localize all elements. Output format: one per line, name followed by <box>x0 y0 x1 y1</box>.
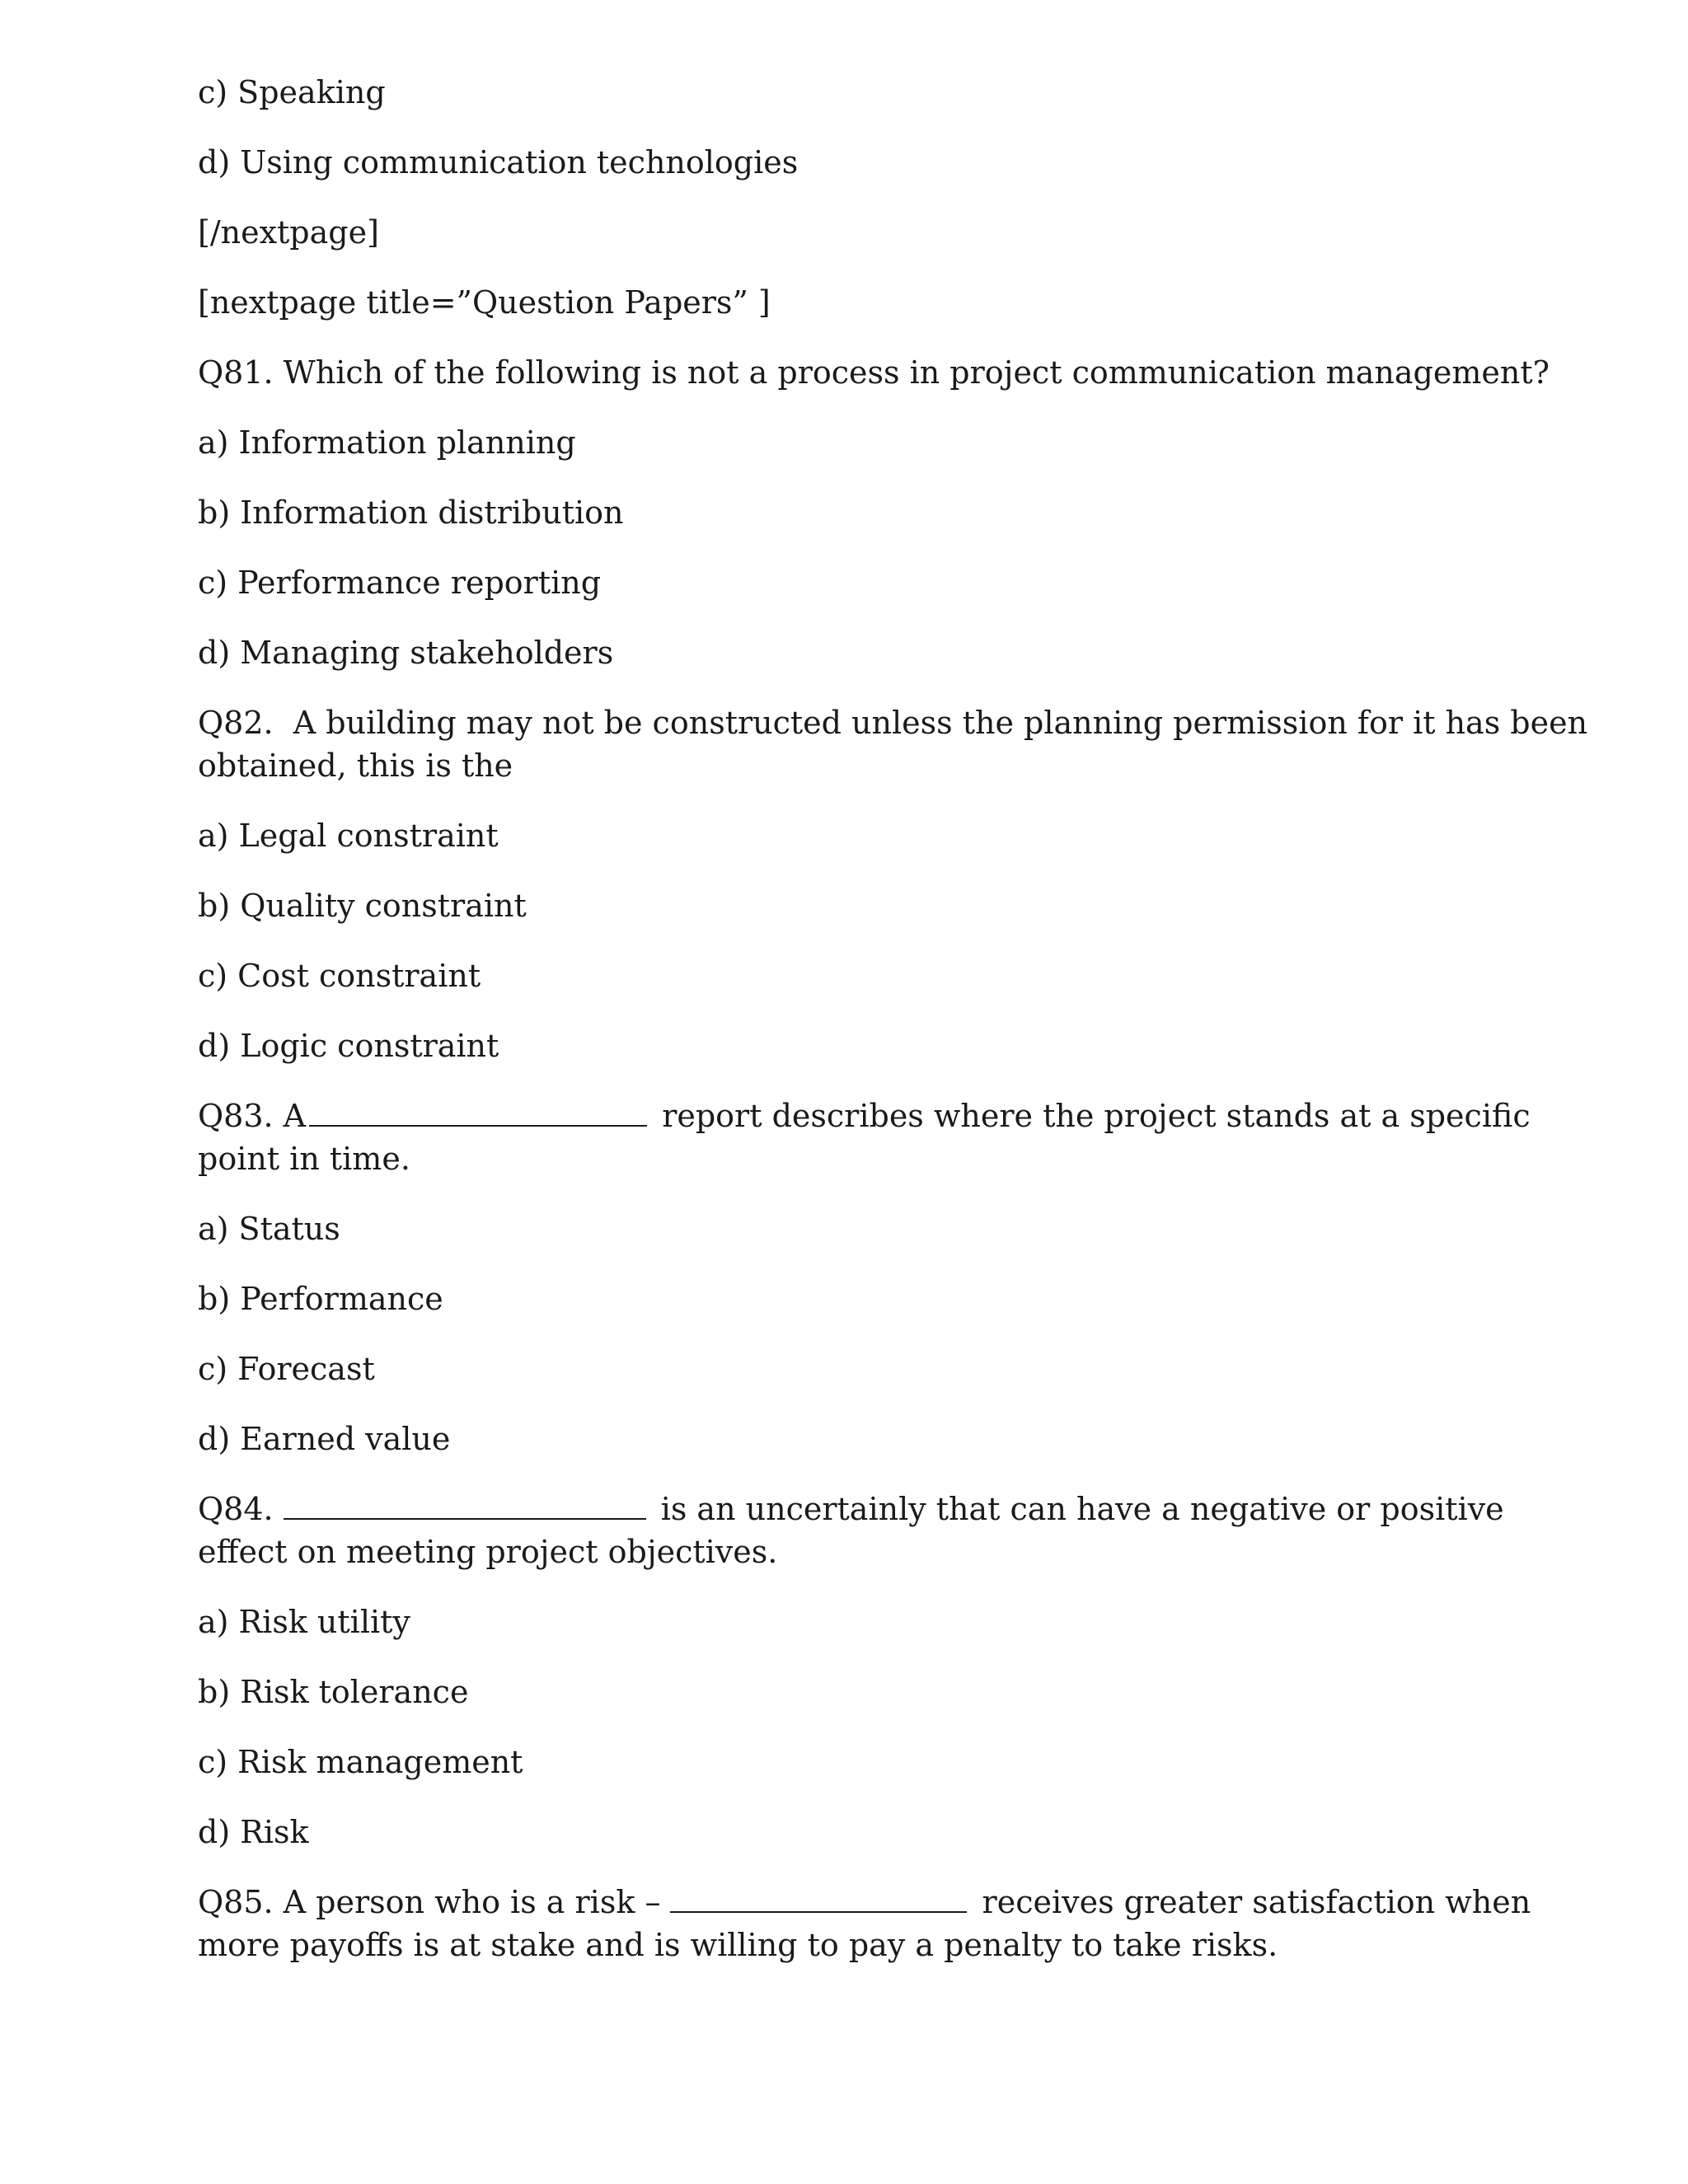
option-line: a) Risk utility <box>198 1604 410 1640</box>
option-line: c) Performance reporting <box>198 565 602 601</box>
answer-blank <box>284 1492 646 1520</box>
question-q85-suffix: receives greater satisfaction when <box>982 1884 1531 1920</box>
option-line: c) Forecast <box>198 1351 375 1387</box>
option-line: d) Earned value <box>198 1421 451 1457</box>
shortcode-line: [/nextpage] <box>198 214 379 251</box>
question-q83-line1 <box>198 1094 1531 1137</box>
question-q84-line2: effect on meeting project objectives. <box>198 1534 778 1570</box>
question-q83-suffix: report describes where the project stands at a specific <box>662 1098 1531 1134</box>
option-line: c) Speaking <box>198 74 386 110</box>
option-line: c) Cost constraint <box>198 958 481 994</box>
question-q85-prefix: Q85. A person who is a risk – <box>198 1884 661 1920</box>
shortcode-line: [nextpage title=”Question Papers” ] <box>198 284 771 321</box>
question-q85-line1 <box>198 1881 1531 1924</box>
option-line: b) Performance <box>198 1281 443 1317</box>
answer-blank <box>670 1885 967 1913</box>
option-line: a) Status <box>198 1211 340 1247</box>
option-line: c) Risk management <box>198 1744 523 1780</box>
document-page <box>198 0 1588 2184</box>
question-q85-line2: more payoffs is at stake and is willing to pay a penalty to take risks. <box>198 1927 1278 1963</box>
answer-blank <box>309 1099 647 1127</box>
option-line: a) Legal constraint <box>198 818 499 854</box>
question-q82-line2: obtained, this is the <box>198 748 513 784</box>
question-q84-prefix: Q84. <box>198 1491 274 1527</box>
option-line: b) Risk tolerance <box>198 1674 469 1710</box>
option-line: b) Information distribution <box>198 494 624 531</box>
option-line: d) Using communication technologies <box>198 144 799 180</box>
question-q83-prefix: Q83. A <box>198 1098 307 1134</box>
option-line: d) Risk <box>198 1814 309 1850</box>
option-line: b) Quality constraint <box>198 888 527 924</box>
option-line: a) Information planning <box>198 424 576 461</box>
question-q84-line1 <box>198 1488 1504 1530</box>
question-q83-line2: point in time. <box>198 1141 410 1177</box>
question-q81: Q81. Which of the following is not a process in project communication management? <box>198 354 1550 391</box>
option-line: d) Logic constraint <box>198 1028 499 1064</box>
option-line: d) Managing stakeholders <box>198 635 614 671</box>
question-q84-suffix: is an uncertainly that can have a negative or positive <box>660 1491 1504 1527</box>
question-q82-line1: Q82. A building may not be constructed unless the planning permission for it has been <box>198 705 1588 741</box>
